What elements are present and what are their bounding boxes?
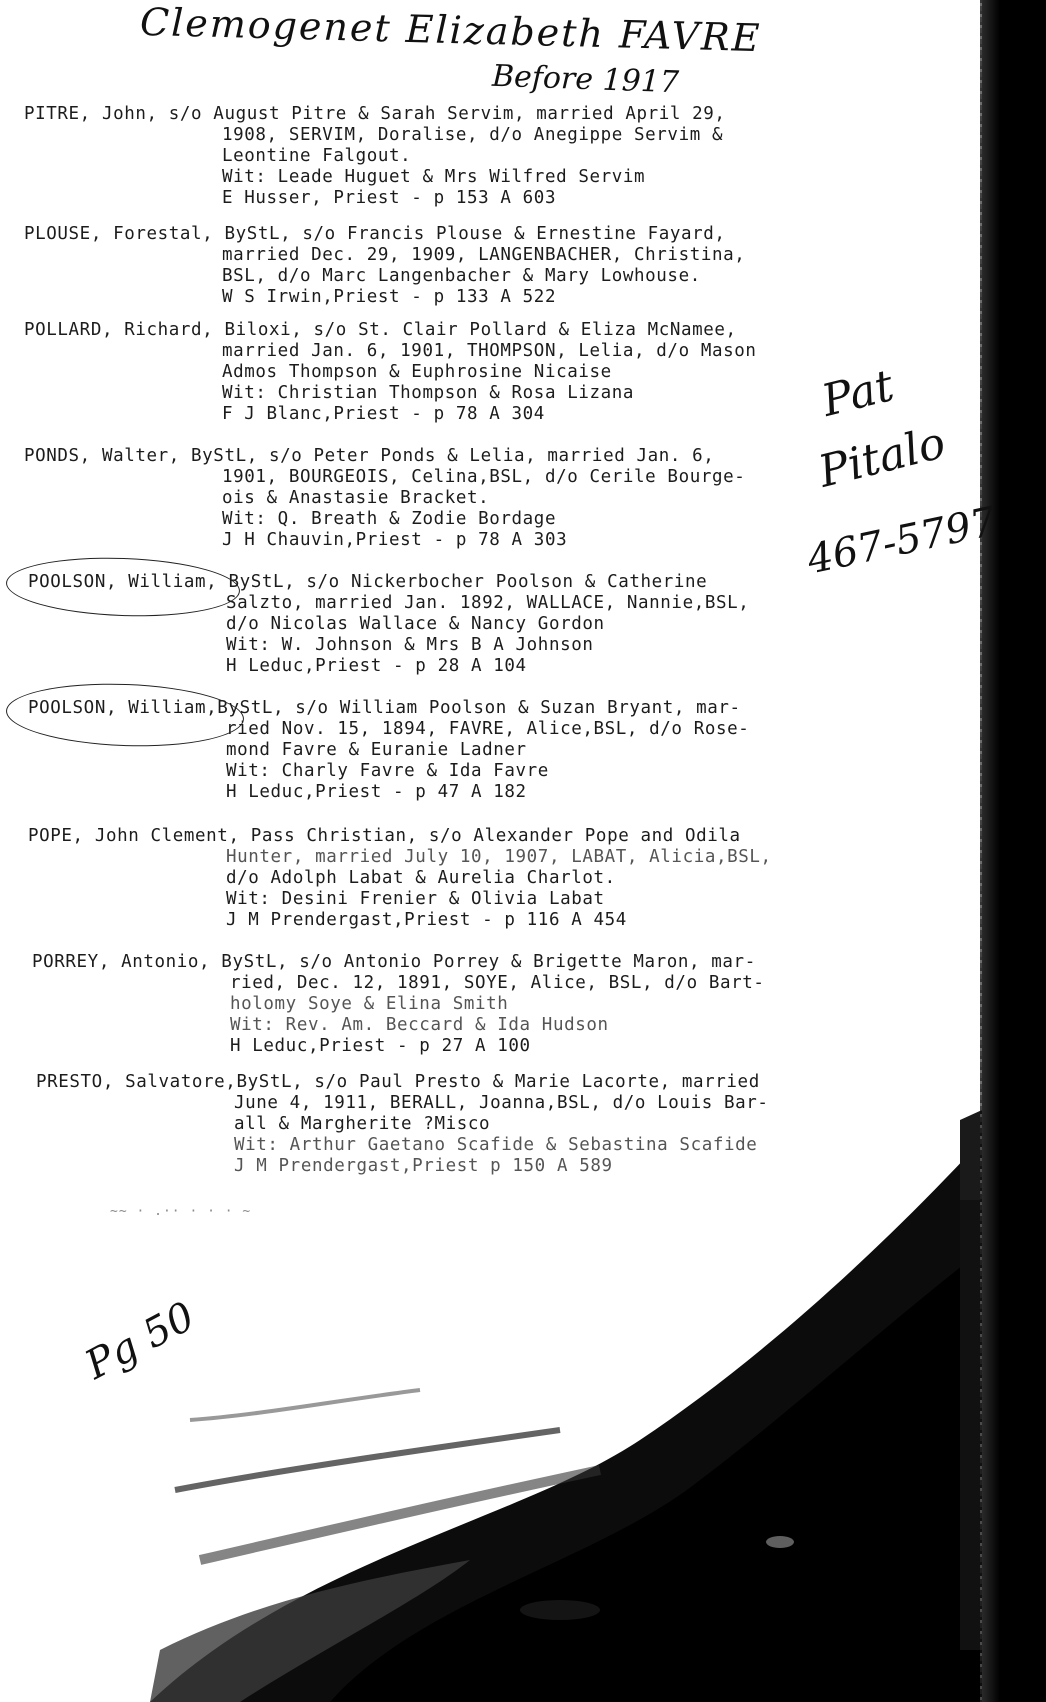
record-line: Wit: Charly Favre & Ida Favre	[226, 761, 549, 781]
record-line: d/o Adolph Labat & Aurelia Charlot.	[226, 868, 616, 888]
record-line: 1901, BOURGEOIS, Celina,BSL, d/o Cerile Bourge-	[222, 467, 746, 487]
record-line: H Leduc,Priest - p 28 A 104	[226, 656, 527, 676]
record-line: all & Margherite ?Misco	[234, 1114, 491, 1134]
record-entry	[36, 1072, 769, 1177]
record-line: married Jan. 6, 1901, THOMPSON, Lelia, d/o Mason	[222, 341, 757, 361]
record-line: J M Prendergast,Priest - p 116 A 454	[226, 910, 627, 930]
record-line: POOLSON, William, ByStL, s/o Nickerbocher Poolson & Catherine	[28, 572, 708, 592]
handwritten-name-note: Pat	[816, 360, 899, 427]
record-line: Wit: Q. Breath & Zodie Bordage	[222, 509, 557, 529]
record-line: PRESTO, Salvatore,ByStL, s/o Paul Presto & Marie Lacorte, married	[36, 1072, 760, 1092]
record-entry	[24, 224, 745, 308]
record-entry	[32, 952, 765, 1057]
record-line: E Husser, Priest - p 153 A 603	[222, 188, 557, 208]
scan-black-border	[982, 0, 1046, 1702]
record-line: Admos Thompson & Euphrosine Nicaise	[222, 362, 612, 382]
record-line: J M Prendergast,Priest p 150 A 589	[234, 1156, 613, 1176]
record-line: mond Favre & Euranie Ladner	[226, 740, 527, 760]
record-line: Wit: Desini Frenier & Olivia Labat	[226, 889, 605, 909]
record-line: PORREY, Antonio, ByStL, s/o Antonio Porrey & Brigette Maron, mar-	[32, 952, 756, 972]
record-line: d/o Nicolas Wallace & Nancy Gordon	[226, 614, 605, 634]
record-line: Wit: W. Johnson & Mrs B A Johnson	[226, 635, 594, 655]
record-line: PONDS, Walter, ByStL, s/o Peter Ponds & Lelia, married Jan. 6,	[24, 446, 715, 466]
record-line: POLLARD, Richard, Biloxi, s/o St. Clair Pollard & Eliza McNamee,	[24, 320, 737, 340]
handwritten-surname-note: Pitalo	[813, 417, 951, 498]
record-line: Wit: Christian Thompson & Rosa Lizana	[222, 383, 635, 403]
record-entry	[24, 446, 745, 551]
record-line: BSL, d/o Marc Langenbacher & Mary Lowhouse.	[222, 266, 701, 286]
record-line: Wit: Rev. Am. Beccard & Ida Hudson	[230, 1015, 609, 1035]
record-line: ois & Anastasie Bracket.	[222, 488, 490, 508]
record-line: H Leduc,Priest - p 47 A 182	[226, 782, 527, 802]
handwritten-page-number: Pg 50	[77, 1293, 203, 1389]
handwritten-before-note: Before 1917	[491, 58, 680, 101]
record-line: H Leduc,Priest - p 27 A 100	[230, 1036, 531, 1056]
record-line: PITRE, John, s/o August Pitre & Sarah Servim, married April 29,	[24, 104, 726, 124]
record-line: Salzto, married Jan. 1892, WALLACE, Nannie,BSL,	[226, 593, 750, 613]
record-line: ried Nov. 15, 1894, FAVRE, Alice,BSL, d/o Rose-	[226, 719, 750, 739]
record-line: PLOUSE, Forestal, ByStL, s/o Francis Plouse & Ernestine Fayard,	[24, 224, 726, 244]
handwritten-phone-note: 467-5797	[803, 498, 1001, 584]
record-line: POPE, John Clement, Pass Christian, s/o Alexander Pope and Odila	[28, 826, 741, 846]
record-line: POOLSON, William,ByStL, s/o William Poolson & Suzan Bryant, mar-	[28, 698, 741, 718]
record-line: Wit: Leade Huguet & Mrs Wilfred Servim	[222, 167, 646, 187]
handwritten-title: Clemogenet Elizabeth FAVRE	[139, 0, 763, 61]
record-line: J H Chauvin,Priest - p 78 A 303	[222, 530, 568, 550]
record-line: Hunter, married July 10, 1907, LABAT, Alicia,BSL,	[226, 847, 772, 867]
record-line: married Dec. 29, 1909, LANGENBACHER, Christina,	[222, 245, 746, 265]
record-line: holomy Soye & Elina Smith	[230, 994, 509, 1014]
record-entry	[24, 104, 726, 209]
record-line: W S Irwin,Priest - p 133 A 522	[222, 287, 557, 307]
record-line: ried, Dec. 12, 1891, SOYE, Alice, BSL, d/o Bart-	[230, 973, 765, 993]
record-line: June 4, 1911, BERALL, Joanna,BSL, d/o Louis Bar-	[234, 1093, 769, 1113]
record-line: F J Blanc,Priest - p 78 A 304	[222, 404, 545, 424]
record-entry	[28, 826, 772, 931]
record-line: 1908, SERVIM, Doralise, d/o Anegippe Servim &	[222, 125, 724, 145]
record-line: Leontine Falgout.	[222, 146, 412, 166]
record-entry	[24, 320, 757, 425]
faint-scan-mark: ~~ · .·· · · · ~	[110, 1204, 252, 1219]
record-line: Wit: Arthur Gaetano Scafide & Sebastina Scafide	[234, 1135, 758, 1155]
